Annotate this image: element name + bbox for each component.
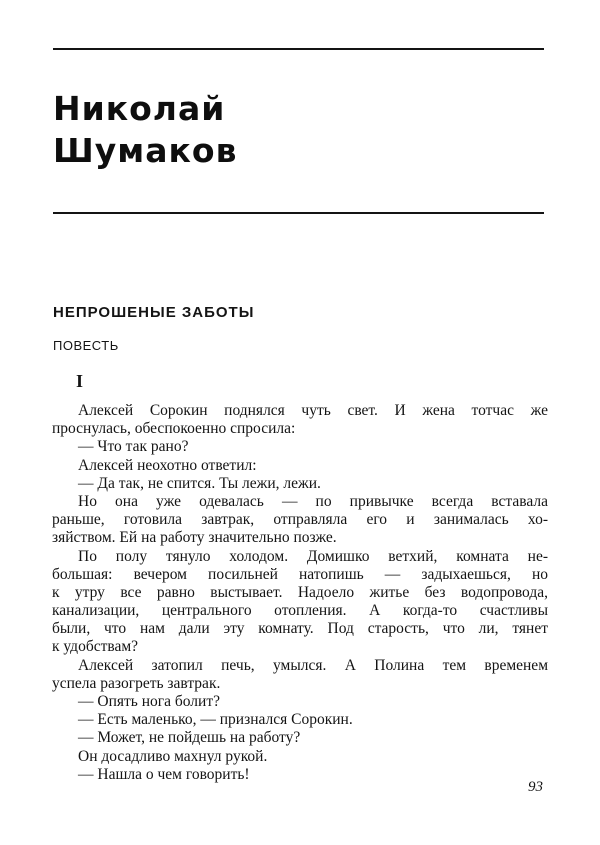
body-line: проснулась, обеспокоенно спросила: bbox=[52, 420, 296, 438]
body-line: к утру все равно выстывает. Надоело житье без водопровода, bbox=[52, 583, 548, 601]
top-rule bbox=[53, 48, 544, 50]
author-name bbox=[53, 88, 237, 172]
bottom-rule bbox=[53, 212, 544, 214]
body-line: канализации, центрального отопления. А когда-то счастливы bbox=[52, 602, 548, 620]
body-line: были, что нам дали эту комнату. Под старость, что ли, тянет bbox=[52, 620, 548, 638]
author-last-name: Шумаков bbox=[53, 131, 238, 170]
body-line: большая: вечером посильней натопишь — задыхаешься, но bbox=[52, 565, 548, 583]
body-text bbox=[52, 402, 548, 784]
story-genre: ПОВЕСТЬ bbox=[53, 338, 119, 353]
body-line: — Может, не пойдешь на работу? bbox=[78, 729, 301, 747]
body-line: Он досадливо махнул рукой. bbox=[78, 747, 268, 765]
body-line: Алексей Сорокин поднялся чуть свет. И жена тотчас же bbox=[78, 402, 548, 419]
body-line: — Нашла о чем говорить! bbox=[78, 765, 250, 783]
body-line: успела разогреть завтрак. bbox=[52, 674, 221, 692]
page-number: 93 bbox=[528, 779, 543, 795]
body-line: — Да так, не спится. Ты лежи, лежи. bbox=[78, 474, 321, 492]
body-line: Алексей неохотно ответил: bbox=[78, 456, 257, 474]
body-line: к удобствам? bbox=[52, 638, 139, 656]
body-line: По полу тянуло холодом. Домишко ветхий, комната не- bbox=[78, 547, 548, 565]
body-line: — Что так рано? bbox=[78, 438, 189, 456]
story-title: НЕПРОШЕНЫЕ ЗАБОТЫ bbox=[53, 304, 255, 321]
body-line: Но она уже одевалась — по привычке всегда вставала bbox=[78, 492, 548, 510]
body-line: — Есть маленько, — признался Сорокин. bbox=[78, 711, 353, 729]
chapter-number: I bbox=[76, 371, 84, 391]
body-line: раньше, готовила завтрак, отправляла его и занималась хо- bbox=[52, 511, 548, 529]
body-line: — Опять нога болит? bbox=[78, 693, 220, 710]
body-line: Алексей затопил печь, умылся. А Полина тем временем bbox=[78, 656, 548, 674]
author-first-name: Николай bbox=[53, 89, 226, 128]
body-line: зяйством. Ей на работу значительно позже. bbox=[52, 529, 337, 547]
